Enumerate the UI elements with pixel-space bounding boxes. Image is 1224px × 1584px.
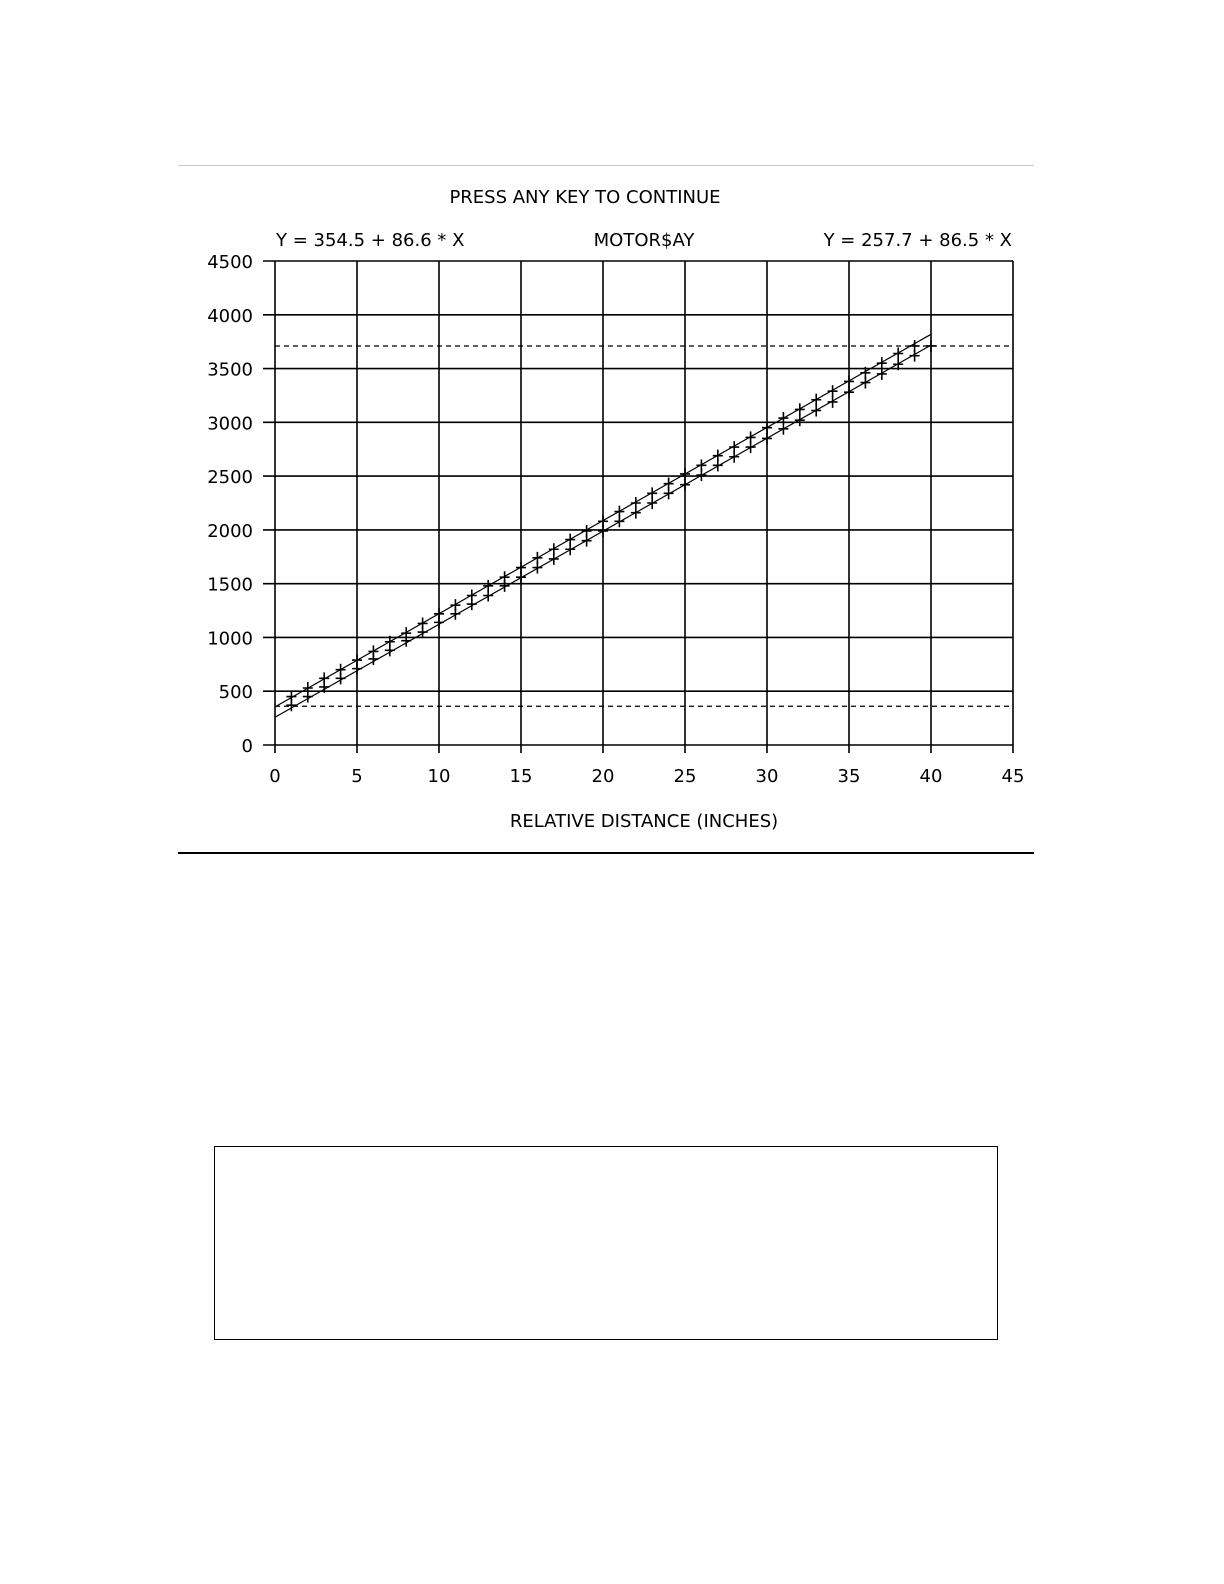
y-tick-label: 500 — [218, 682, 253, 704]
x-axis-label: RELATIVE DISTANCE (INCHES) — [509, 811, 779, 832]
data-point-marker — [811, 405, 821, 417]
data-point-marker — [418, 626, 428, 638]
data-point-marker — [910, 350, 920, 362]
y-tick-label: 3000 — [207, 413, 253, 435]
data-point-marker — [795, 403, 805, 415]
reference-lines — [275, 346, 1013, 706]
data-point-marker — [696, 469, 706, 481]
continue-prompt: PRESS ANY KEY TO CONTINUE — [449, 187, 721, 208]
chart-title: MOTOR$AY — [593, 230, 695, 251]
x-tick-label: 20 — [591, 766, 615, 787]
data-point-marker — [549, 553, 559, 565]
x-tick-label: 5 — [351, 766, 363, 787]
data-point-marker — [877, 368, 887, 380]
left-fit-equation: Y = 354.5 + 86.6 * X — [276, 230, 465, 251]
data-point-marker — [844, 375, 854, 387]
x-tick-label: 15 — [509, 766, 533, 787]
y-tick-label: 0 — [241, 736, 253, 757]
data-point-marker — [746, 441, 756, 453]
y-tick-label: 1500 — [207, 574, 253, 596]
blank-frame — [214, 1146, 998, 1340]
y-tick-label: 4000 — [207, 305, 253, 327]
y-tick-label: 3500 — [207, 359, 253, 381]
data-point-marker — [680, 479, 690, 491]
data-point-marker — [582, 535, 592, 547]
data-point-marker — [565, 543, 575, 555]
y-tick-label: 4500 — [207, 252, 253, 273]
x-tick-label: 45 — [1001, 766, 1025, 787]
y-tick-label: 1000 — [207, 628, 253, 650]
data-point-marker — [647, 497, 657, 509]
data-point-marker — [631, 507, 641, 519]
data-point-marker — [828, 385, 838, 397]
x-tick-label: 40 — [919, 766, 943, 787]
data-point-marker — [516, 571, 526, 583]
data-point-marker — [860, 377, 870, 389]
x-tick-label: 10 — [427, 766, 451, 787]
data-point-marker — [729, 451, 739, 463]
data-point-marker — [450, 608, 460, 620]
data-point-marker — [926, 340, 936, 352]
y-tick-label: 2000 — [207, 520, 253, 542]
data-point-marker — [532, 562, 542, 574]
data-point-marker — [483, 589, 493, 601]
grid — [263, 261, 1013, 753]
data-point-marker — [762, 422, 772, 434]
x-tick-label: 25 — [673, 766, 697, 787]
data-point-marker — [828, 396, 838, 408]
data-point-marker — [811, 394, 821, 406]
data-point-marker — [664, 487, 674, 499]
x-tick-label: 30 — [755, 766, 779, 787]
data-point-marker — [614, 515, 624, 527]
data-point-marker — [500, 580, 510, 592]
data-point-marker — [877, 357, 887, 369]
x-tick-label: 35 — [837, 766, 861, 787]
data-point-marker — [598, 525, 608, 537]
data-point-marker — [893, 347, 903, 359]
data-point-marker — [778, 423, 788, 435]
x-tick-label: 0 — [269, 766, 281, 787]
data-point-marker — [844, 386, 854, 398]
data-point-marker — [713, 459, 723, 471]
y-tick-label: 2500 — [207, 467, 253, 489]
bottom-divider — [178, 852, 1034, 854]
data-point-marker — [762, 432, 772, 444]
data-point-marker — [680, 468, 690, 480]
data-point-marker — [795, 414, 805, 426]
right-fit-equation: Y = 257.7 + 86.5 * X — [823, 230, 1012, 251]
